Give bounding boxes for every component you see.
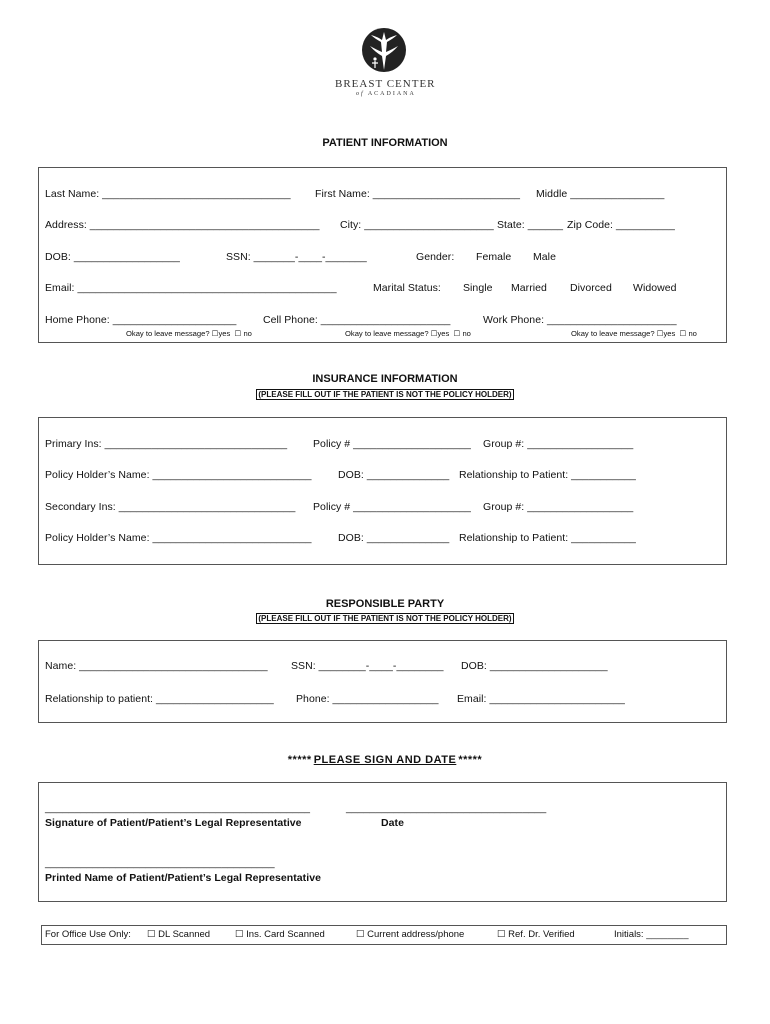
signature-box (38, 782, 727, 902)
dob-field[interactable]: DOB: __________________ (45, 251, 180, 263)
home-phone-field[interactable]: Home Phone: _____________________ (45, 314, 237, 326)
ins-card-scanned-checkbox[interactable]: ☐ Ins. Card Scanned (235, 929, 325, 940)
primary-policy-field[interactable]: Policy # ____________________ (313, 438, 471, 450)
initials-field[interactable]: Initials: ________ (614, 929, 689, 940)
marital-status-label: Marital Status: (373, 282, 441, 294)
marital-divorced-option[interactable]: Divorced (570, 282, 612, 294)
home-message-checkboxes[interactable]: Okay to leave message? ☐yes ☐ no (126, 329, 252, 338)
primary-relationship-field[interactable]: Relationship to Patient: ___________ (459, 469, 636, 481)
ref-dr-verified-checkbox[interactable]: ☐ Ref. Dr. Verified (497, 929, 575, 940)
responsible-ssn-field[interactable]: SSN: ________-____-________ (291, 660, 444, 672)
signature-line[interactable]: _____________________________________________ (45, 802, 311, 814)
signature-label: Signature of Patient/Patient’s Legal Representative (45, 817, 302, 829)
date-line[interactable]: __________________________________ (346, 802, 547, 814)
responsible-relationship-field[interactable]: Relationship to patient: ____________________ (45, 693, 274, 705)
primary-holder-dob-field[interactable]: DOB: ______________ (338, 469, 450, 481)
logo (330, 26, 440, 102)
first-name-field[interactable]: First Name: _________________________ (315, 188, 521, 200)
cell-message-checkboxes[interactable]: Okay to leave message? ☐yes ☐ no (345, 329, 471, 338)
sign-and-date-title: ***** PLEASE SIGN AND DATE ***** (287, 754, 483, 766)
address-field[interactable]: Address: _______________________________________ (45, 219, 320, 231)
marital-married-option[interactable]: Married (511, 282, 547, 294)
work-phone-field[interactable]: Work Phone: ______________________ (483, 314, 677, 326)
state-field[interactable]: State: ______ (497, 219, 564, 231)
secondary-holder-dob-field[interactable]: DOB: ______________ (338, 532, 450, 544)
primary-ins-field[interactable]: Primary Ins: _______________________________ (45, 438, 288, 450)
gender-male-option[interactable]: Male (533, 251, 556, 263)
secondary-relationship-field[interactable]: Relationship to Patient: ___________ (459, 532, 636, 544)
responsible-email-field[interactable]: Email: _______________________ (457, 693, 625, 705)
last-name-field[interactable]: Last Name: ________________________________ (45, 188, 291, 200)
middle-name-field[interactable]: Middle ________________ (536, 188, 665, 200)
email-field[interactable]: Email: ____________________________________________ (45, 282, 337, 294)
insurance-section-title: INSURANCE INFORMATION (312, 373, 458, 385)
printed-name-line[interactable]: _______________________________________ (45, 857, 275, 869)
secondary-policy-field[interactable]: Policy # ____________________ (313, 501, 471, 513)
marital-widowed-option[interactable]: Widowed (633, 282, 677, 294)
ssn-field[interactable]: SSN: _______-____-_______ (226, 251, 367, 263)
city-field[interactable]: City: ______________________ (340, 219, 494, 231)
responsible-party-box (38, 640, 727, 723)
responsible-dob-field[interactable]: DOB: ____________________ (461, 660, 608, 672)
secondary-group-field[interactable]: Group #: __________________ (483, 501, 634, 513)
date-label: Date (381, 817, 404, 829)
cell-phone-field[interactable]: Cell Phone: ______________________ (263, 314, 451, 326)
logo-name: BREAST CENTER (335, 78, 436, 90)
gender-female-option[interactable]: Female (476, 251, 512, 263)
responsible-phone-field[interactable]: Phone: __________________ (296, 693, 439, 705)
logo-sub: of ACADIANA (356, 91, 416, 97)
marital-single-option[interactable]: Single (463, 282, 493, 294)
office-use-label: For Office Use Only: (45, 929, 131, 940)
printed-name-label: Printed Name of Patient/Patient’s Legal Representative (45, 872, 321, 884)
tree-logo-icon (361, 26, 407, 74)
primary-holder-name-field[interactable]: Policy Holder’s Name: ___________________________ (45, 469, 312, 481)
insurance-section-subtitle: (PLEASE FILL OUT IF THE PATIENT IS NOT THE POLICY HOLDER) (258, 390, 512, 399)
work-message-checkboxes[interactable]: Okay to leave message? ☐yes ☐ no (571, 329, 697, 338)
secondary-ins-field[interactable]: Secondary Ins: ______________________________ (45, 501, 296, 513)
responsible-section-subtitle: (PLEASE FILL OUT IF THE PATIENT IS NOT THE POLICY HOLDER) (258, 614, 512, 623)
gender-label: Gender: (416, 251, 455, 263)
responsible-name-field[interactable]: Name: ________________________________ (45, 660, 268, 672)
responsible-section-title: RESPONSIBLE PARTY (325, 598, 445, 610)
primary-group-field[interactable]: Group #: __________________ (483, 438, 634, 450)
secondary-holder-name-field[interactable]: Policy Holder’s Name: ___________________________ (45, 532, 312, 544)
patient-section-title: PATIENT INFORMATION (322, 137, 448, 149)
current-address-checkbox[interactable]: ☐ Current address/phone (356, 929, 465, 940)
zip-code-field[interactable]: Zip Code: __________ (567, 219, 675, 231)
dl-scanned-checkbox[interactable]: ☐ DL Scanned (147, 929, 211, 940)
